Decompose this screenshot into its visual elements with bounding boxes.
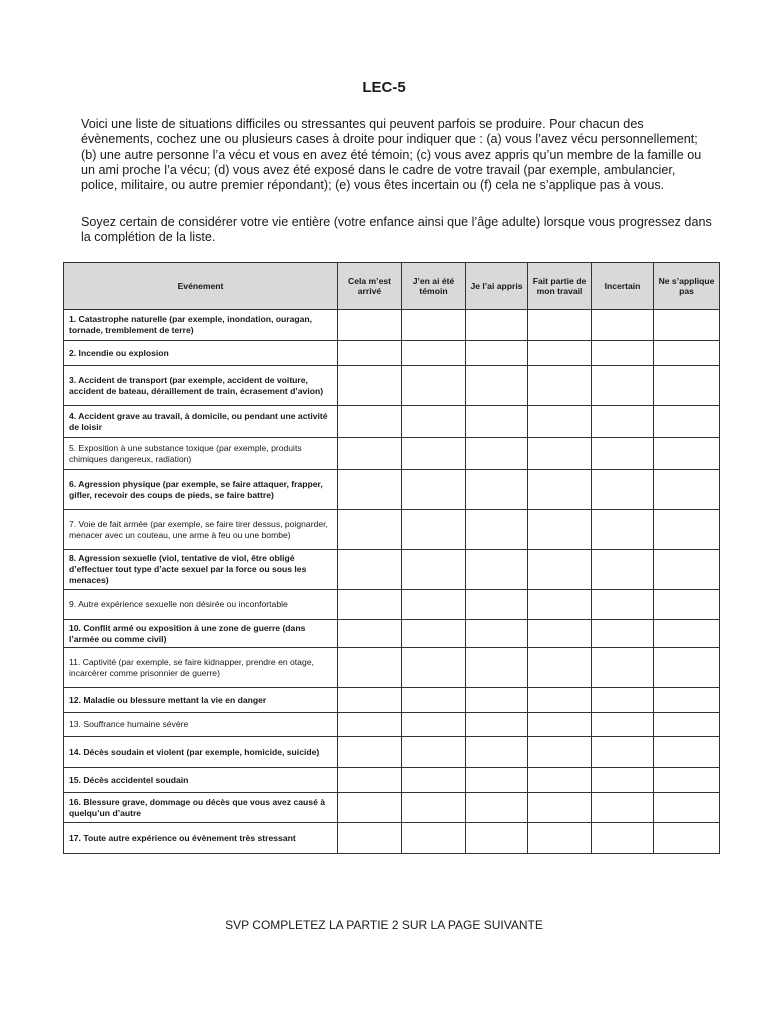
table-row xyxy=(64,550,720,590)
checkbox-cell[interactable] xyxy=(466,713,528,737)
checkbox-cell[interactable] xyxy=(338,550,402,590)
header-event: Evénement xyxy=(64,263,338,310)
checkbox-cell[interactable] xyxy=(466,510,528,550)
intro-paragraph: Voici une liste de situations difficiles ou stressantes qui peuvent parfois se produire. Pour chacun des évènements, cochez une ou plusieurs cases à droite pour indiquer que : (a) vous l’avez vécu personnellement; (b) une autre personne l’a vécu et vous en avez été témoin; (c) vous avez appris qu’un membre de la famille ou un ami proche l’a vécu; (d) vous avez été exposé dans le cadre de votre travail (par exemple, ambulancier, police, militaire, ou autre premier répondant); (e) vous êtes incertain ou (f) cela ne s’applique pas à vous. xyxy=(81,117,702,193)
table-row xyxy=(64,688,720,713)
event-label: 5. Exposition à une substance toxique (par exemple, produits chimiques dangereux, radiation) xyxy=(64,438,338,470)
table-row xyxy=(64,438,720,470)
checkbox-cell[interactable] xyxy=(592,713,654,737)
event-label: 7. Voie de fait armée (par exemple, se faire tirer dessus, poignarder, menacer avec un couteau, une arme à feu ou une bombe) xyxy=(64,510,338,550)
checkbox-cell[interactable] xyxy=(592,648,654,688)
header-witnessed: J’en ai été témoin xyxy=(402,263,466,310)
checkbox-cell[interactable] xyxy=(338,590,402,620)
checkbox-cell[interactable] xyxy=(466,341,528,366)
checkbox-cell[interactable] xyxy=(338,793,402,823)
checkbox-cell[interactable] xyxy=(402,470,466,510)
checkbox-cell[interactable] xyxy=(338,823,402,854)
checkbox-cell[interactable] xyxy=(466,620,528,648)
table-row xyxy=(64,793,720,823)
checkbox-cell[interactable] xyxy=(338,510,402,550)
checkbox-cell[interactable] xyxy=(338,341,402,366)
checkbox-cell[interactable] xyxy=(654,550,720,590)
checkbox-cell[interactable] xyxy=(338,768,402,793)
checkbox-cell[interactable] xyxy=(592,510,654,550)
checkbox-cell[interactable] xyxy=(528,823,592,854)
checkbox-cell[interactable] xyxy=(592,688,654,713)
checkbox-cell[interactable] xyxy=(338,366,402,406)
checkbox-cell[interactable] xyxy=(338,648,402,688)
checkbox-cell[interactable] xyxy=(402,823,466,854)
checkbox-cell[interactable] xyxy=(654,737,720,768)
checkbox-cell[interactable] xyxy=(592,341,654,366)
instruction-paragraph: Soyez certain de considérer votre vie entière (votre enfance ainsi que l’âge adulte) lorsque vous progressez dans la complétion de la liste. xyxy=(81,215,712,245)
checkbox-cell[interactable] xyxy=(466,768,528,793)
table-row xyxy=(64,406,720,438)
checkbox-cell[interactable] xyxy=(592,620,654,648)
checkbox-cell[interactable] xyxy=(528,510,592,550)
event-label: 3. Accident de transport (par exemple, accident de voiture, accident de bateau, déraillement de train, écrasement d’avion) xyxy=(64,366,338,406)
event-label: 12. Maladie ou blessure mettant la vie en danger xyxy=(64,688,338,713)
event-label: 13. Souffrance humaine sévère xyxy=(64,713,338,737)
checkbox-cell[interactable] xyxy=(402,737,466,768)
table-row xyxy=(64,823,720,854)
checkbox-cell[interactable] xyxy=(466,648,528,688)
event-label: 17. Toute autre expérience ou évènement très stressant xyxy=(64,823,338,854)
checkbox-cell[interactable] xyxy=(528,406,592,438)
checkbox-cell[interactable] xyxy=(402,341,466,366)
checkbox-cell[interactable] xyxy=(654,341,720,366)
table-row xyxy=(64,470,720,510)
checkbox-cell[interactable] xyxy=(338,438,402,470)
event-label: 14. Décès soudain et violent (par exemple, homicide, suicide) xyxy=(64,737,338,768)
event-label: 15. Décès accidentel soudain xyxy=(64,768,338,793)
checkbox-cell[interactable] xyxy=(402,438,466,470)
checkbox-cell[interactable] xyxy=(528,470,592,510)
table-row xyxy=(64,510,720,550)
checkbox-cell[interactable] xyxy=(654,688,720,713)
checkbox-cell[interactable] xyxy=(466,688,528,713)
checkbox-cell[interactable] xyxy=(466,737,528,768)
event-label: 9. Autre expérience sexuelle non désirée ou inconfortable xyxy=(64,590,338,620)
header-does-not-apply: Ne s’applique pas xyxy=(654,263,720,310)
checkbox-cell[interactable] xyxy=(528,550,592,590)
checkbox-cell[interactable] xyxy=(592,310,654,341)
checkbox-cell[interactable] xyxy=(654,366,720,406)
table-row xyxy=(64,620,720,648)
checkbox-cell[interactable] xyxy=(654,590,720,620)
checkbox-cell[interactable] xyxy=(466,310,528,341)
table-row xyxy=(64,341,720,366)
checkbox-cell[interactable] xyxy=(592,406,654,438)
checkbox-cell[interactable] xyxy=(338,470,402,510)
checkbox-cell[interactable] xyxy=(528,590,592,620)
header-row xyxy=(64,263,720,310)
header-happened-to-me: Cela m’est arrivé xyxy=(338,263,402,310)
checkbox-cell[interactable] xyxy=(528,688,592,713)
checkbox-cell[interactable] xyxy=(402,688,466,713)
checkbox-cell[interactable] xyxy=(402,713,466,737)
checkbox-cell[interactable] xyxy=(466,406,528,438)
checkbox-cell[interactable] xyxy=(654,768,720,793)
event-label: 1. Catastrophe naturelle (par exemple, inondation, ouragan, tornade, tremblement de terre) xyxy=(64,310,338,341)
checkbox-cell[interactable] xyxy=(402,620,466,648)
footer-instruction: SVP COMPLETEZ LA PARTIE 2 SUR LA PAGE SUIVANTE xyxy=(225,918,543,932)
table-row xyxy=(64,366,720,406)
table-row xyxy=(64,590,720,620)
checkbox-cell[interactable] xyxy=(592,470,654,510)
checkbox-cell[interactable] xyxy=(466,823,528,854)
checkbox-cell[interactable] xyxy=(654,406,720,438)
checkbox-cell[interactable] xyxy=(528,310,592,341)
checkbox-cell[interactable] xyxy=(528,620,592,648)
checkbox-cell[interactable] xyxy=(338,737,402,768)
header-part-of-job: Fait partie de mon travail xyxy=(528,263,592,310)
checkbox-cell[interactable] xyxy=(466,793,528,823)
table-row xyxy=(64,713,720,737)
table-row xyxy=(64,768,720,793)
checkbox-cell[interactable] xyxy=(528,768,592,793)
checkbox-cell[interactable] xyxy=(654,438,720,470)
table-row xyxy=(64,648,720,688)
checkbox-cell[interactable] xyxy=(592,438,654,470)
checkbox-cell[interactable] xyxy=(528,737,592,768)
checkbox-cell[interactable] xyxy=(402,550,466,590)
checkbox-cell[interactable] xyxy=(528,438,592,470)
checkbox-cell[interactable] xyxy=(402,648,466,688)
checkbox-cell[interactable] xyxy=(654,713,720,737)
checkbox-cell[interactable] xyxy=(466,366,528,406)
events-table xyxy=(63,262,720,854)
checkbox-cell[interactable] xyxy=(654,470,720,510)
header-not-sure: Incertain xyxy=(592,263,654,310)
checkbox-cell[interactable] xyxy=(654,510,720,550)
checkbox-cell[interactable] xyxy=(338,620,402,648)
checkbox-cell[interactable] xyxy=(654,648,720,688)
checkbox-cell[interactable] xyxy=(592,793,654,823)
checkbox-cell[interactable] xyxy=(402,590,466,620)
checkbox-cell[interactable] xyxy=(528,713,592,737)
checkbox-cell[interactable] xyxy=(592,737,654,768)
checkbox-cell[interactable] xyxy=(654,823,720,854)
header-learned-about: Je l’ai appris xyxy=(466,263,528,310)
checkbox-cell[interactable] xyxy=(592,768,654,793)
checkbox-cell[interactable] xyxy=(338,310,402,341)
checkbox-cell[interactable] xyxy=(466,590,528,620)
checkbox-cell[interactable] xyxy=(466,438,528,470)
page-title: LEC-5 xyxy=(362,79,406,96)
checkbox-cell[interactable] xyxy=(528,648,592,688)
checkbox-cell[interactable] xyxy=(402,406,466,438)
checkbox-cell[interactable] xyxy=(338,713,402,737)
checkbox-cell[interactable] xyxy=(654,793,720,823)
checkbox-cell[interactable] xyxy=(592,590,654,620)
checkbox-cell[interactable] xyxy=(402,366,466,406)
checkbox-cell[interactable] xyxy=(592,366,654,406)
event-label: 6. Agression physique (par exemple, se faire attaquer, frapper, gifler, recevoir des coups de pieds, se faire battre) xyxy=(64,470,338,510)
event-label: 8. Agression sexuelle (viol, tentative de viol, être obligé d’effectuer tout type d’acte sexuel par la force ou sous les menaces) xyxy=(64,550,338,590)
event-label: 10. Conflit armé ou exposition à une zone de guerre (dans l’armée ou comme civil) xyxy=(64,620,338,648)
checkbox-cell[interactable] xyxy=(528,341,592,366)
checkbox-cell[interactable] xyxy=(654,620,720,648)
table-row xyxy=(64,737,720,768)
checkbox-cell[interactable] xyxy=(592,550,654,590)
checkbox-cell[interactable] xyxy=(654,310,720,341)
event-label: 11. Captivité (par exemple, se faire kidnapper, prendre en otage, incarcérer comme prisonnier de guerre) xyxy=(64,648,338,688)
event-label: 16. Blessure grave, dommage ou décès que vous avez causé à quelqu’un d’autre xyxy=(64,793,338,823)
checkbox-cell[interactable] xyxy=(402,510,466,550)
checkbox-cell[interactable] xyxy=(466,470,528,510)
checkbox-cell[interactable] xyxy=(528,366,592,406)
checkbox-cell[interactable] xyxy=(402,793,466,823)
checkbox-cell[interactable] xyxy=(592,823,654,854)
table-row xyxy=(64,310,720,341)
checkbox-cell[interactable] xyxy=(402,310,466,341)
checkbox-cell[interactable] xyxy=(528,793,592,823)
checkbox-cell[interactable] xyxy=(466,550,528,590)
event-label: 4. Accident grave au travail, à domicile, ou pendant une activité de loisir xyxy=(64,406,338,438)
checkbox-cell[interactable] xyxy=(402,768,466,793)
checkbox-cell[interactable] xyxy=(338,406,402,438)
event-label: 2. Incendie ou explosion xyxy=(64,341,338,366)
checkbox-cell[interactable] xyxy=(338,688,402,713)
